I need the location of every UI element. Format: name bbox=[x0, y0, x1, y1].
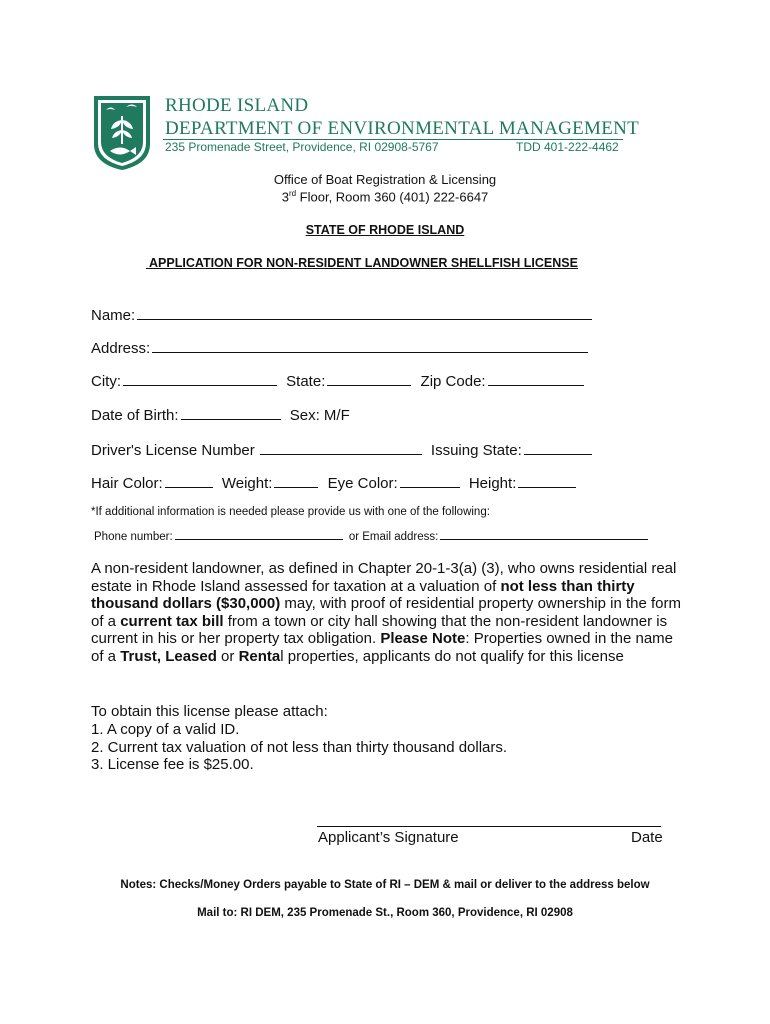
floor-ordinal: 3 bbox=[281, 189, 289, 205]
date-label: Date bbox=[631, 829, 663, 846]
name-row bbox=[91, 304, 592, 324]
address-label: Address: bbox=[91, 340, 151, 357]
phone-input[interactable] bbox=[175, 528, 343, 540]
floor-rest: Floor, Room 360 (401) 222-6647 bbox=[296, 189, 489, 205]
state-label: State: bbox=[286, 373, 326, 390]
attach-item: 1. A copy of a valid ID. bbox=[91, 720, 240, 738]
city-input[interactable] bbox=[123, 370, 277, 386]
p1-bold-valuation: not less than thirty thousand dollars ($30,000) bbox=[91, 577, 635, 613]
issuing-state-label: Issuing State: bbox=[430, 442, 522, 459]
attach-item: 3. License fee is $25.00. bbox=[91, 756, 254, 774]
payment-notes: Notes: Checks/Money Orders payable to State of RI – DEM & mail or deliver to the address below bbox=[120, 879, 650, 891]
name-label: Name: bbox=[91, 307, 136, 324]
city-label: City: bbox=[91, 373, 121, 390]
p1-text-e: from a town or city hall showing that the non-resident landowner is current in his or her property tax obligation. bbox=[91, 612, 668, 648]
city-row bbox=[91, 370, 584, 390]
eligibility-paragraph bbox=[91, 560, 681, 666]
contact-row bbox=[94, 528, 648, 543]
dob-label: Date of Birth: bbox=[91, 407, 179, 424]
signature-label: Applicant’s Signature bbox=[318, 829, 459, 846]
email-input[interactable] bbox=[440, 528, 648, 540]
hair-label: Hair Color: bbox=[91, 475, 163, 492]
issuing-state-input[interactable] bbox=[524, 439, 592, 455]
address-row bbox=[91, 337, 588, 357]
agency-line-2: DEPARTMENT OF ENVIRONMENTAL MANAGEMENT bbox=[165, 118, 640, 139]
dem-logo bbox=[92, 94, 152, 172]
zip-input[interactable] bbox=[488, 370, 584, 386]
p1-bold-trust: Trust, Leased bbox=[120, 647, 217, 665]
state-title: STATE OF RHODE ISLAND bbox=[305, 223, 465, 237]
p1-text-a: A non-resident landowner, as defined in Chapter 20-1-3(a) (3), who owns residential real estate in Rhode Island assessed for taxation at a valuation of bbox=[91, 560, 677, 595]
state-input[interactable] bbox=[327, 370, 411, 386]
weight-label: Weight: bbox=[221, 475, 273, 492]
eye-input[interactable] bbox=[400, 472, 460, 488]
p1-text-g: : Properties owned in the name of a bbox=[91, 630, 673, 665]
signature-line[interactable] bbox=[317, 826, 661, 827]
weight-input[interactable] bbox=[274, 472, 318, 488]
phone-label: Phone number: bbox=[94, 531, 173, 543]
p1-text-i: or bbox=[216, 647, 239, 665]
license-input[interactable] bbox=[260, 439, 422, 455]
dob-row bbox=[91, 404, 350, 424]
office-floor bbox=[0, 189, 770, 204]
height-input[interactable] bbox=[518, 472, 576, 488]
street-address: 235 Promenade Street, Providence, RI 02908-5767 bbox=[165, 140, 439, 154]
floor-suffix: rd bbox=[288, 189, 297, 198]
attach-item: 2. Current tax valuation of not less than thirty thousand dollars. bbox=[91, 738, 508, 756]
p1-bold-rental: Renta bbox=[238, 647, 281, 665]
eye-label: Eye Color: bbox=[327, 475, 398, 492]
email-label: or Email address: bbox=[348, 531, 439, 543]
dob-input[interactable] bbox=[181, 404, 281, 420]
name-input[interactable] bbox=[137, 304, 592, 320]
height-label: Height: bbox=[468, 475, 517, 492]
agency-line-1: RHODE ISLAND bbox=[165, 95, 309, 116]
physical-row bbox=[91, 472, 576, 492]
license-label: Driver's License Number bbox=[91, 442, 255, 459]
license-row bbox=[91, 439, 592, 459]
attachments-list bbox=[91, 703, 507, 774]
hair-input[interactable] bbox=[165, 472, 213, 488]
address-input[interactable] bbox=[152, 337, 588, 353]
attach-intro: To obtain this license please attach: bbox=[91, 703, 328, 720]
application-title: APPLICATION FOR NON-RESIDENT LANDOWNER SHELLFISH LICENSE bbox=[146, 256, 578, 270]
p1-text-c: may, with proof of residential property ownership in the form of a bbox=[91, 595, 681, 630]
contact-note: *If additional information is needed please provide us with one of the following: bbox=[91, 506, 490, 518]
p1-bold-note: Please Note bbox=[380, 630, 466, 648]
p1-bold-tax-bill: current tax bill bbox=[120, 612, 224, 630]
office-name: Office of Boat Registration & Licensing bbox=[273, 172, 497, 187]
zip-label: Zip Code: bbox=[420, 373, 486, 390]
mail-to-address: Mail to: RI DEM, 235 Promenade St., Room 360, Providence, RI 02908 bbox=[197, 907, 573, 919]
tdd-number: TDD 401-222-4462 bbox=[516, 140, 619, 154]
sex-label[interactable]: Sex: M/F bbox=[289, 407, 350, 424]
p1-text-k: l properties, applicants do not qualify for this license bbox=[280, 647, 624, 665]
